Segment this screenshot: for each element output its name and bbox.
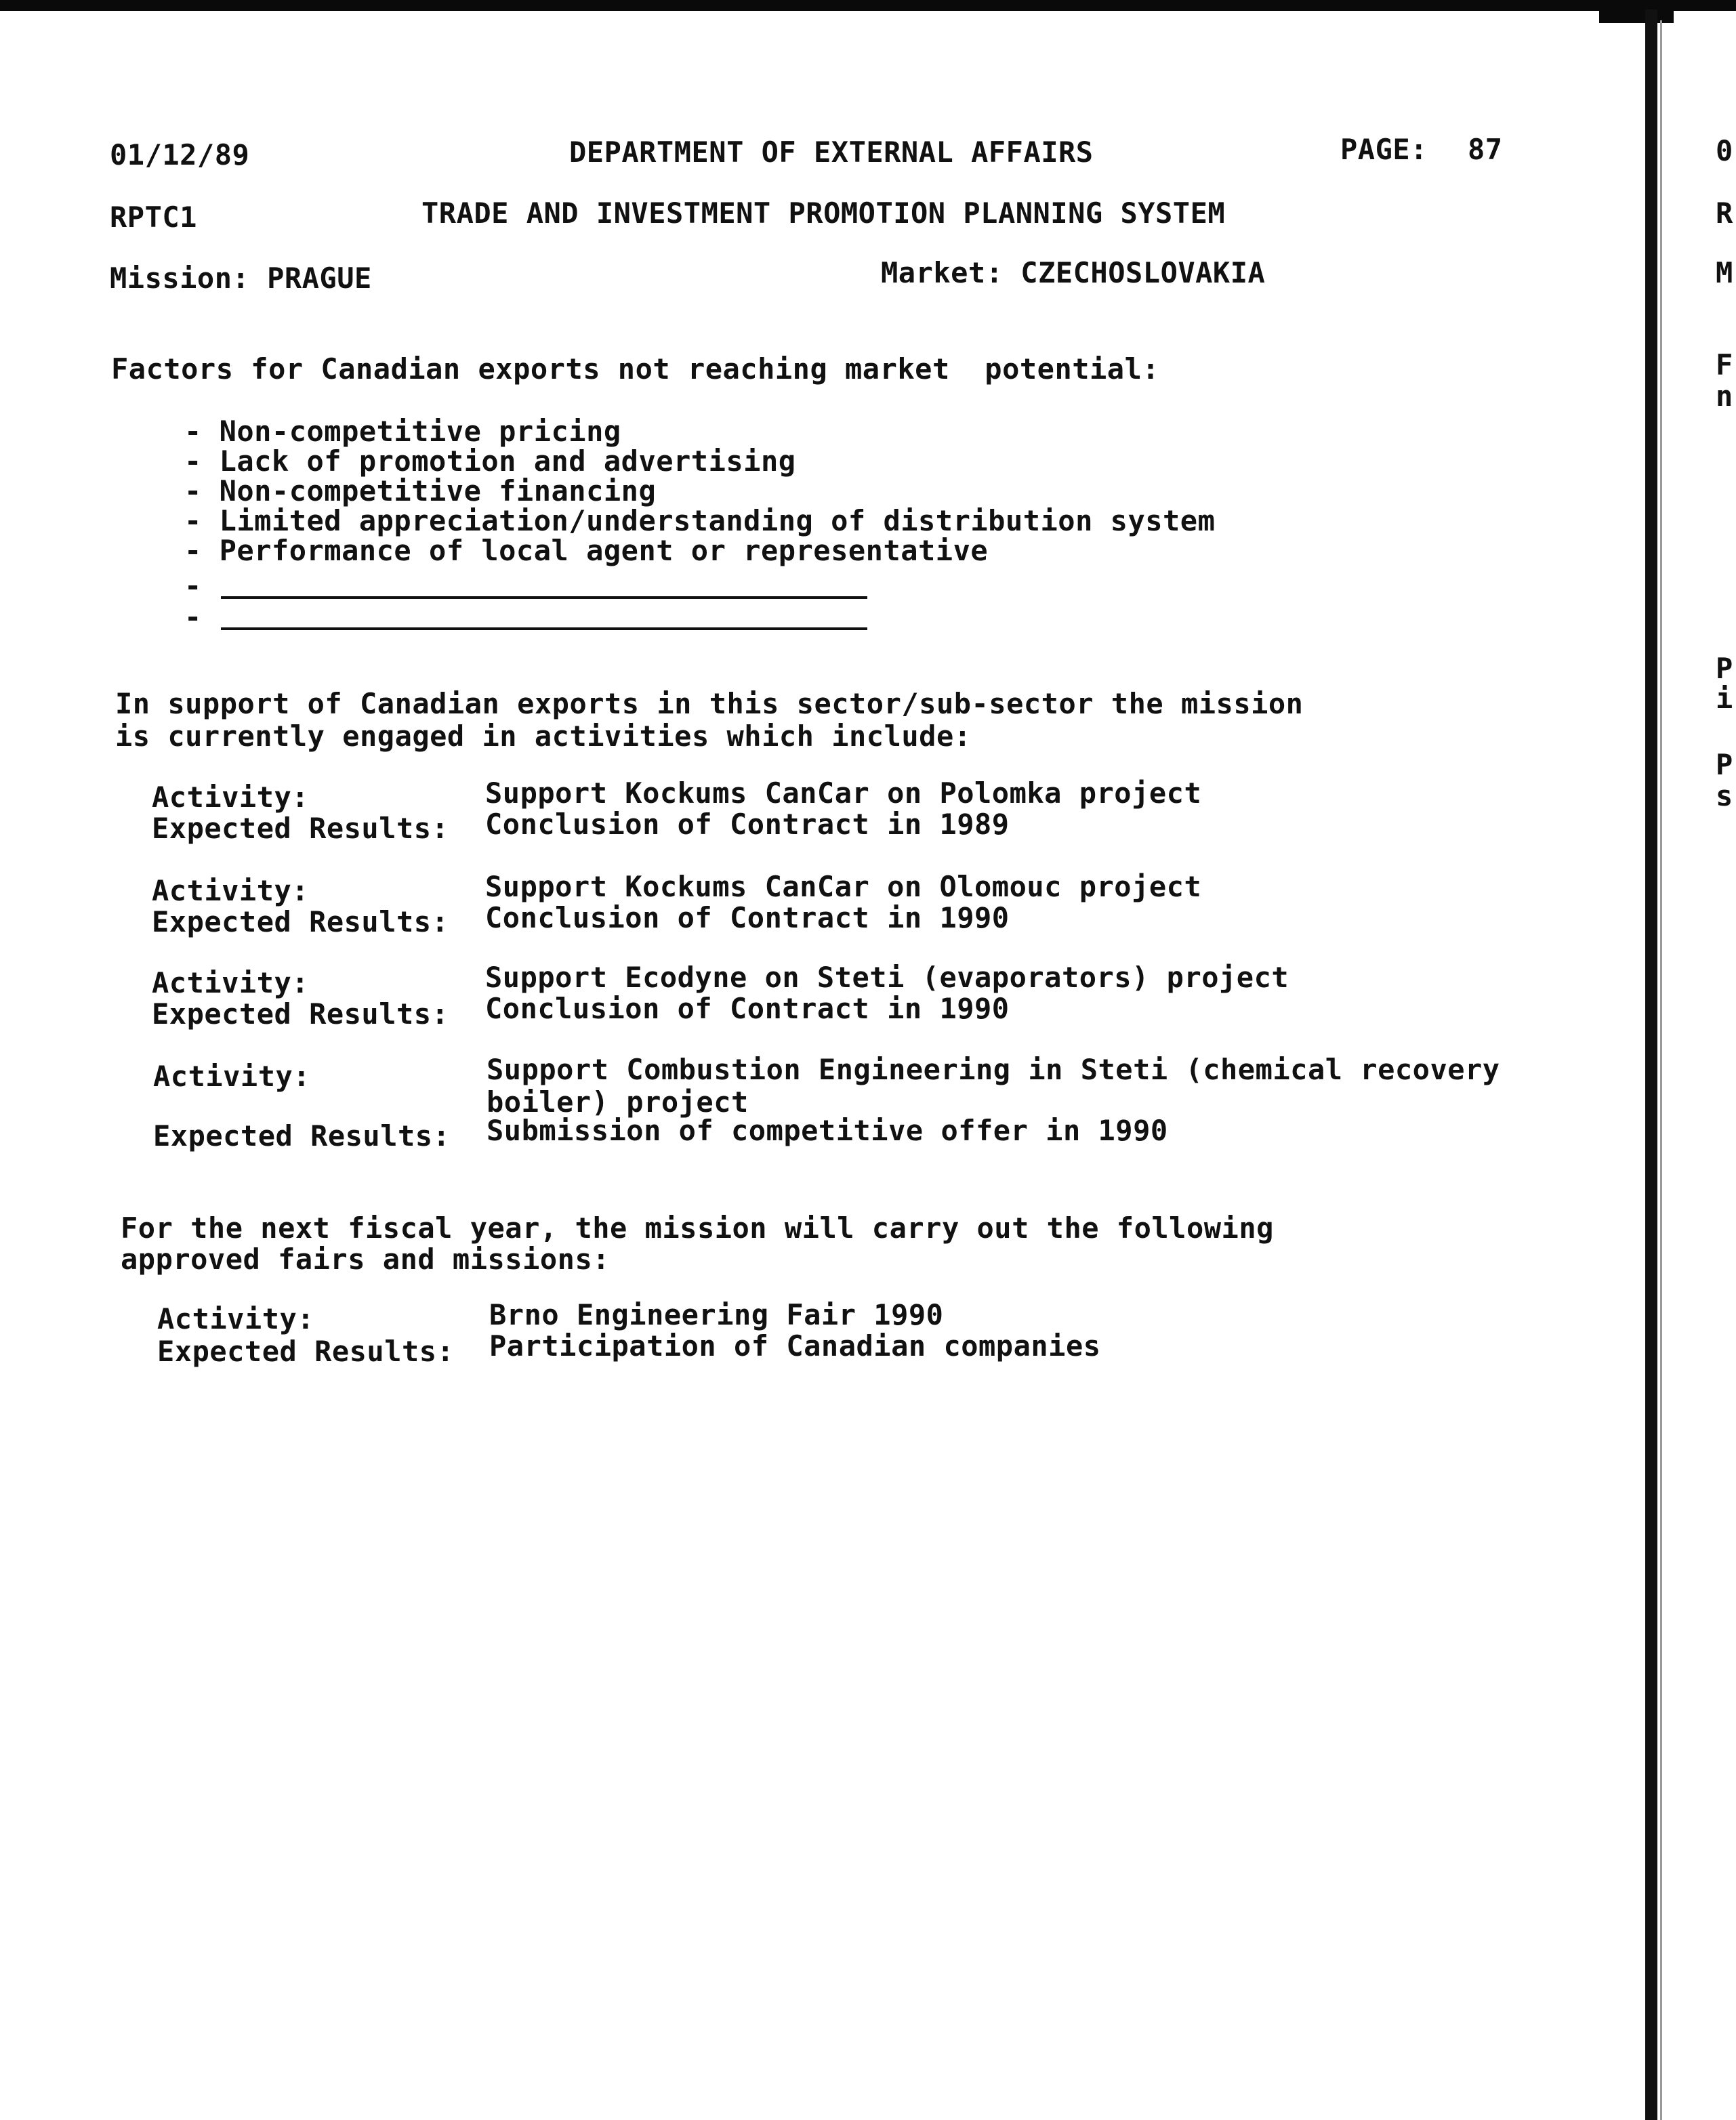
adjacent-fragment: M bbox=[1716, 256, 1733, 289]
report-date: 01/12/89 bbox=[110, 138, 250, 171]
factor-item: - Non-competitive financing bbox=[184, 474, 657, 507]
result-text: Participation of Canadian companies bbox=[489, 1329, 1101, 1363]
result-text: Conclusion of Contract in 1990 bbox=[485, 992, 1010, 1025]
activity-label: Activity: bbox=[157, 1302, 315, 1335]
blank-factor-dash: - bbox=[184, 569, 202, 602]
activity-text: Support Combustion Engineering in Steti (chemical recovery bbox=[487, 1053, 1500, 1086]
mission-label: Mission: PRAGUE bbox=[110, 262, 372, 295]
system-title: TRADE AND INVESTMENT PROMOTION PLANNING SYSTEM bbox=[421, 196, 1226, 230]
result-text: Submission of competitive offer in 1990 bbox=[487, 1114, 1168, 1147]
page-fold-shadow bbox=[1660, 20, 1662, 2120]
support-heading-line1: In support of Canadian exports in this sector/sub-sector the mission bbox=[115, 687, 1304, 720]
department-title: DEPARTMENT OF EXTERNAL AFFAIRS bbox=[569, 136, 1094, 169]
adjacent-fragment: i bbox=[1716, 682, 1733, 715]
activity-text: Support Kockums CanCar on Olomouc project bbox=[485, 870, 1202, 903]
activity-label: Activity: bbox=[152, 966, 310, 999]
market-label: Market: CZECHOSLOVAKIA bbox=[881, 256, 1266, 289]
page-fold-divider bbox=[1645, 9, 1657, 2120]
result-text: Conclusion of Contract in 1989 bbox=[485, 808, 1010, 841]
blank-factor-line bbox=[221, 596, 867, 599]
results-label: Expected Results: bbox=[153, 1119, 451, 1152]
blank-factor-dash: - bbox=[184, 600, 202, 633]
adjacent-fragment: 0 bbox=[1716, 134, 1733, 167]
activity-text: Support Ecodyne on Steti (evaporators) project bbox=[485, 961, 1289, 994]
factor-item: - Lack of promotion and advertising bbox=[184, 444, 796, 478]
result-text: Conclusion of Contract in 1990 bbox=[485, 901, 1010, 934]
fiscal-heading-line2: approved fairs and missions: bbox=[121, 1243, 611, 1276]
results-label: Expected Results: bbox=[152, 997, 449, 1031]
page-number: 87 bbox=[1468, 133, 1503, 166]
support-heading-line2: is currently engaged in activities which include: bbox=[115, 720, 972, 753]
results-label: Expected Results: bbox=[157, 1335, 455, 1368]
page-label: PAGE: bbox=[1340, 133, 1428, 166]
adjacent-fragment: R bbox=[1716, 196, 1733, 230]
activity-label: Activity: bbox=[153, 1060, 311, 1093]
factors-heading: Factors for Canadian exports not reaching market potential: bbox=[111, 352, 1160, 386]
factor-item: - Performance of local agent or representative bbox=[184, 534, 989, 567]
activity-label: Activity: bbox=[152, 781, 310, 814]
activity-label: Activity: bbox=[152, 874, 310, 907]
results-label: Expected Results: bbox=[152, 905, 449, 938]
adjacent-fragment: P bbox=[1716, 748, 1733, 781]
activity-text: Support Kockums CanCar on Polomka project bbox=[485, 776, 1202, 810]
adjacent-fragment: n bbox=[1716, 379, 1733, 413]
activity-text: Brno Engineering Fair 1990 bbox=[489, 1298, 944, 1331]
factor-item: - Non-competitive pricing bbox=[184, 415, 621, 448]
scan-top-border bbox=[0, 0, 1736, 11]
adjacent-page-edge bbox=[1674, 11, 1736, 2120]
adjacent-fragment: P bbox=[1716, 652, 1733, 685]
blank-factor-line bbox=[221, 627, 867, 630]
activity-text-continued: boiler) project bbox=[487, 1085, 749, 1119]
factor-item: - Limited appreciation/understanding of distribution system bbox=[184, 504, 1216, 537]
adjacent-fragment: s bbox=[1716, 779, 1733, 812]
fiscal-heading-line1: For the next fiscal year, the mission will carry out the following bbox=[121, 1211, 1274, 1245]
results-label: Expected Results: bbox=[152, 812, 449, 845]
adjacent-fragment: F bbox=[1716, 348, 1733, 381]
report-code: RPTC1 bbox=[110, 201, 197, 234]
